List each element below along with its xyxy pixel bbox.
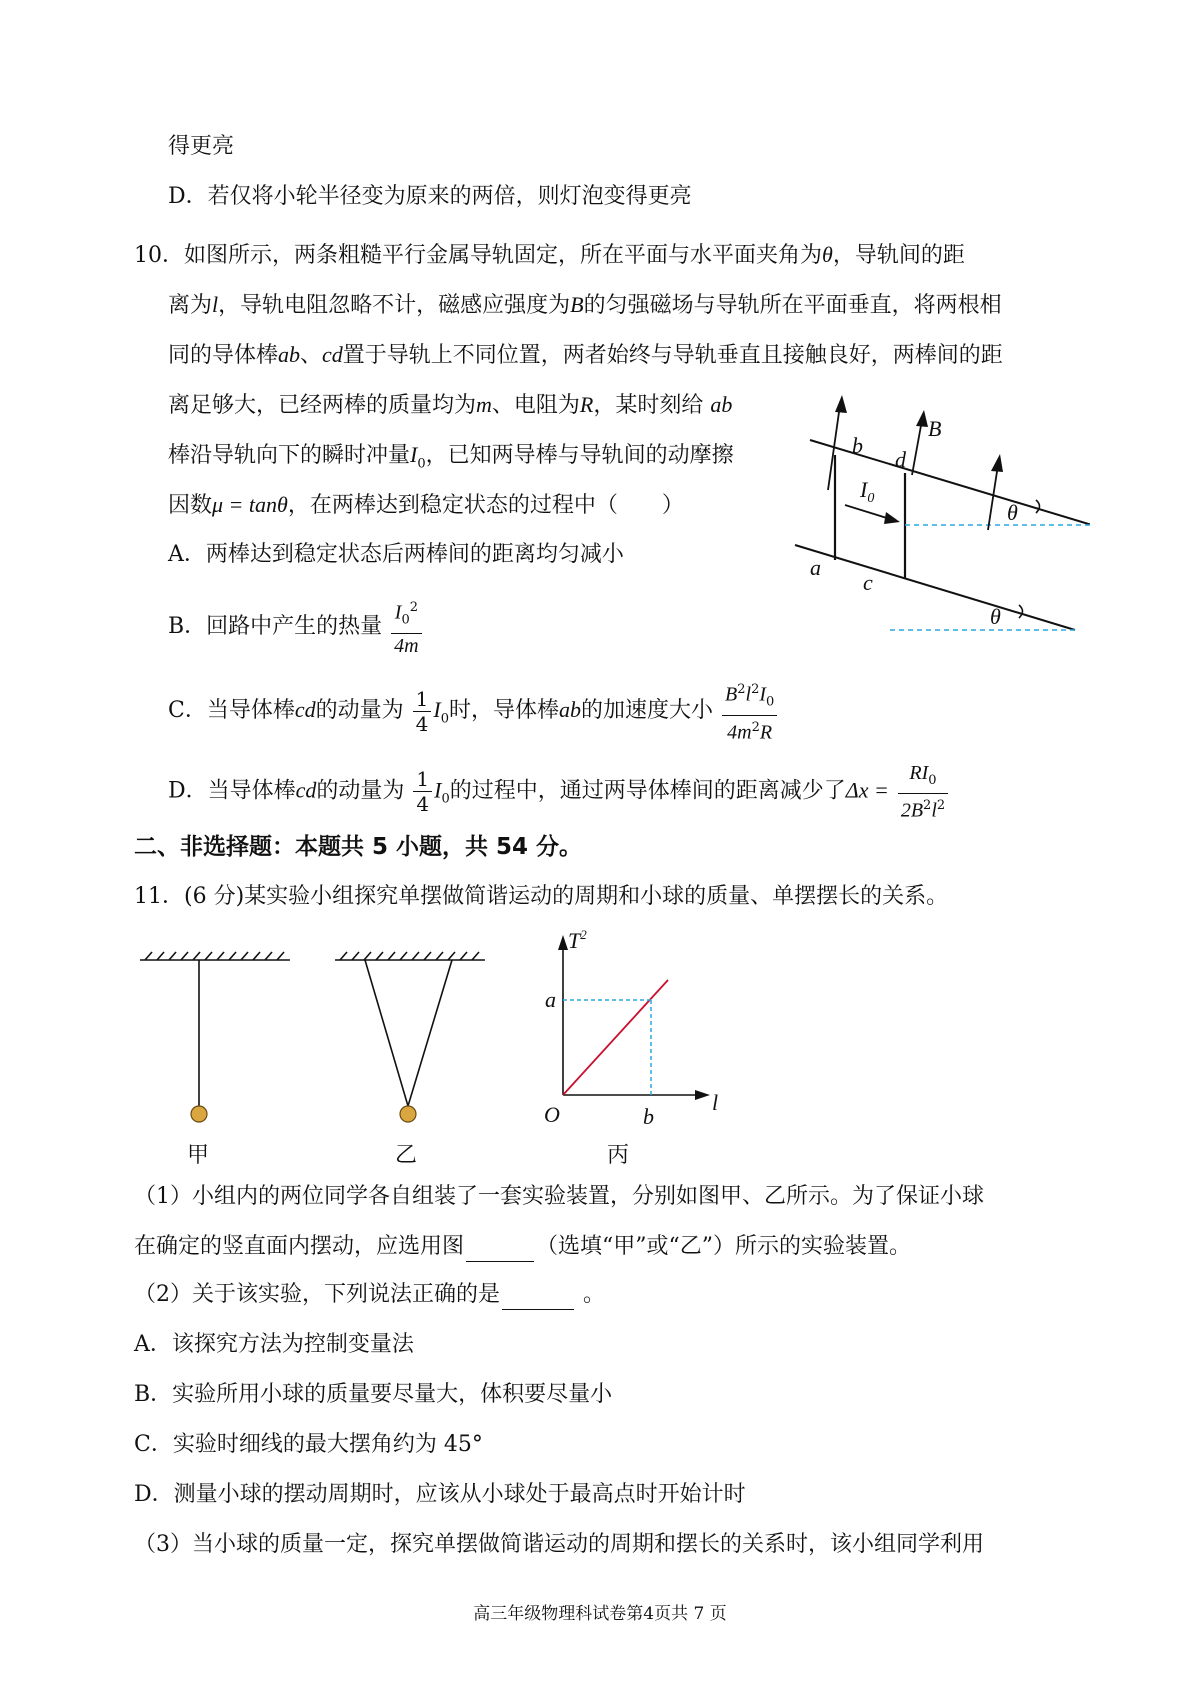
question-11: 11．(6 分)某实验小组探究单摆做简谐运动的周期和小球的质量、单摆摆长的关系。 — [134, 884, 949, 909]
continuation-line: 得更亮 — [168, 134, 235, 159]
question-10-line4: 离足够大，已经两棒的质量均为m、电阻为R，某时刻给 ab — [168, 392, 733, 418]
option-c: C．当导体棒cd的动量为 $\frac{1}{4}$ $I_0$时，导体棒ab的加速度大小 $\frac{B^2l^2I_0}{4m^2R}$ — [168, 678, 779, 734]
fraction-delta-x: $\frac{RI_0}{2B^2l^2}$ — [898, 760, 948, 823]
part-2-option-d: D．测量小球的摆动周期时，应该从小球处于最高点时开始计时 — [134, 1482, 746, 1507]
label-bing: 丙 — [607, 1142, 630, 1167]
label-theta-upper: θ — [1007, 500, 1018, 525]
axis-label-T2: $T^2$ — [568, 927, 587, 953]
figure-q10-rails — [790, 395, 1090, 665]
label-c: c — [863, 570, 873, 595]
part-2: （2）关于该实验，下列说法正确的是 。 — [134, 1280, 605, 1310]
option-d: D．当导体棒cd的动量为 $\frac{1}{4}$ $I_0$的过程中，通过两导体棒间的距离减少了Δx = $\frac{RI_0}{2B^2l^2}$ — [168, 760, 950, 816]
label-a: a — [810, 555, 821, 580]
origin-label: O — [544, 1102, 560, 1127]
label-d: d — [895, 447, 906, 472]
part-3: （3）当小球的质量一定，探究单摆做简谐运动的周期和摆长的关系时，该小组同学利用 — [134, 1532, 984, 1557]
figure-q11-pendulums — [130, 920, 730, 1170]
question-10-line6: 因数μ = tanθ，在两棒达到稳定状态的过程中（ ） — [168, 492, 684, 518]
question-10-line5: 棒沿导轨向下的瞬时冲量$I_0$，已知两导棒与导轨间的动摩擦 — [168, 442, 734, 472]
part-2-option-a: A．该探究方法为控制变量法 — [134, 1332, 414, 1357]
fraction-acceleration: $\frac{B^2l^2I_0}{4m^2R}$ — [722, 678, 777, 744]
part-2-option-b: B．实验所用小球的质量要尽量大，体积要尽量小 — [134, 1382, 613, 1407]
section-heading: 二、非选择题：本题共 5 小题，共 54 分。 — [134, 834, 583, 860]
label-I0: $I_0$ — [860, 477, 875, 506]
part-2-option-c: C．实验时细线的最大摆角约为 45° — [134, 1432, 483, 1457]
label-yi: 乙 — [395, 1142, 418, 1167]
part-1-line2: 在确定的竖直面内摆动，应选用图 （选填“甲”或“乙”）所示的实验装置。 — [134, 1232, 911, 1262]
label-jia: 甲 — [187, 1142, 210, 1167]
option-b: B．回路中产生的热量 $\frac{I_0^2}{4m}$ — [168, 596, 424, 652]
question-10-line3: 同的导体棒ab、cd置于导轨上不同位置，两者始终与导轨垂直且接触良好，两棒间的距 — [168, 342, 1003, 368]
pendulum-ball-jia — [191, 1106, 207, 1122]
axis-label-l: l — [712, 1090, 719, 1115]
answer-blank-1[interactable] — [466, 1261, 534, 1262]
label-B: B — [928, 416, 942, 441]
question-10-line1: 10．如图所示，两条粗糙平行金属导轨固定，所在平面与水平面夹角为θ，导轨间的距 — [134, 242, 965, 268]
fraction-I0sq-over-4m: $\frac{I_0^2}{4m}$ — [391, 596, 421, 658]
page-footer: 高三年级物理科试卷第4页共 7 页 — [473, 1604, 727, 1624]
option-a: A．两棒达到稳定状态后两棒间的距离均匀减小 — [168, 542, 624, 567]
label-theta-lower: θ — [990, 604, 1001, 629]
answer-blank-2[interactable] — [502, 1309, 574, 1310]
part-1-line1: （1）小组内的两位同学各自组装了一套实验装置，分别如图甲、乙所示。为了保证小球 — [134, 1184, 984, 1209]
option-d-prev: D．若仅将小轮半径变为原来的两倍，则灯泡变得更亮 — [168, 184, 692, 209]
axis-label-a: a — [545, 987, 556, 1012]
label-b: b — [852, 433, 863, 458]
question-10-line2: 离为l，导轨电阻忽略不计，磁感应强度为B的匀强磁场与导轨所在平面垂直，将两根相 — [168, 292, 1002, 318]
graph-line — [563, 980, 668, 1095]
axis-label-b: b — [643, 1104, 654, 1129]
pendulum-ball-yi — [400, 1106, 416, 1122]
